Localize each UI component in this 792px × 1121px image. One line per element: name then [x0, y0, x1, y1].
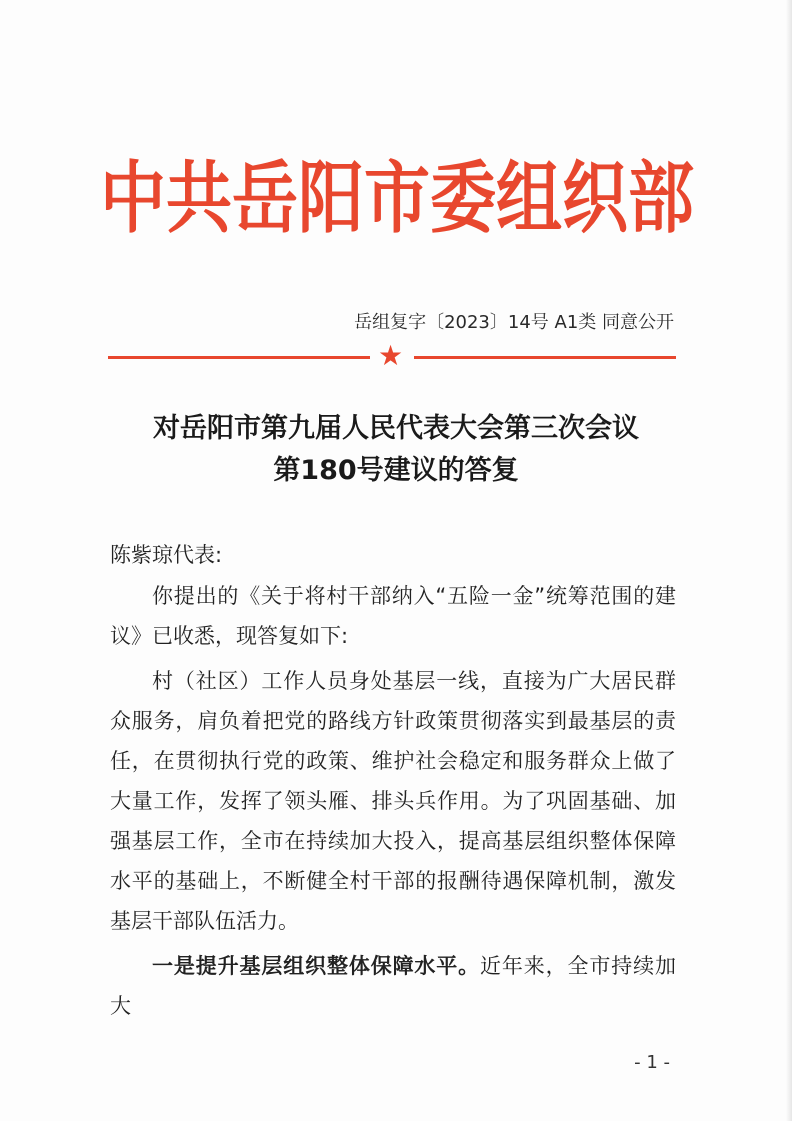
- masthead-char: 共: [166, 151, 232, 245]
- paragraph-3-text: 近年来，全市持续加大: [110, 954, 677, 1018]
- divider-line-left: [108, 356, 370, 359]
- salutation: 陈紫琼代表:: [110, 543, 223, 567]
- masthead-char: 组: [496, 151, 562, 245]
- title-line-2: 第180号建议的答复: [273, 455, 519, 486]
- page-number: - 1 -: [634, 1052, 670, 1073]
- red-divider: [108, 339, 676, 372]
- divider-line-right: [414, 356, 676, 359]
- masthead-char: 委: [430, 151, 496, 245]
- title-line-1: 对岳阳市第九届人民代表大会第三次会议: [153, 413, 639, 444]
- masthead-char: 中: [100, 151, 166, 245]
- document-body: [110, 535, 676, 1031]
- paragraph-3: [110, 946, 676, 1026]
- paragraph-1: 你提出的《关于将村干部纳入“五险一金”统筹范围的建议》已收悉，现答复如下:: [110, 584, 676, 648]
- masthead-char: 岳: [232, 151, 298, 245]
- document-number: 岳组复字〔2023〕14号 A1类 同意公开: [354, 312, 674, 333]
- masthead-char: 部: [628, 151, 694, 245]
- masthead-char: 市: [364, 151, 430, 245]
- paragraph-2: 村（社区）工作人员身处基层一线，直接为广大居民群众服务，肩负着把党的路线方针政策贯彻落实到最基层的责任，在贯彻执行党的政策、维护社会稳定和服务群众上做了大量工作，发挥了领头雁、排头兵作用。为了巩固基础、加强基层工作，全市在持续加大投入，提高基层组织整体保障水平的基础上，不断健全村干部的报酬待遇保障机制，激发基层干部队伍活力。: [110, 669, 676, 933]
- masthead-char: 阳: [298, 151, 364, 245]
- masthead: [100, 148, 692, 248]
- star-icon: ★: [378, 339, 404, 372]
- document-title: [0, 408, 792, 492]
- page-edge-shadow: [786, 0, 792, 1121]
- paragraph-3-heading: 一是提升基层组织整体保障水平。: [152, 954, 481, 978]
- masthead-char: 织: [562, 151, 628, 245]
